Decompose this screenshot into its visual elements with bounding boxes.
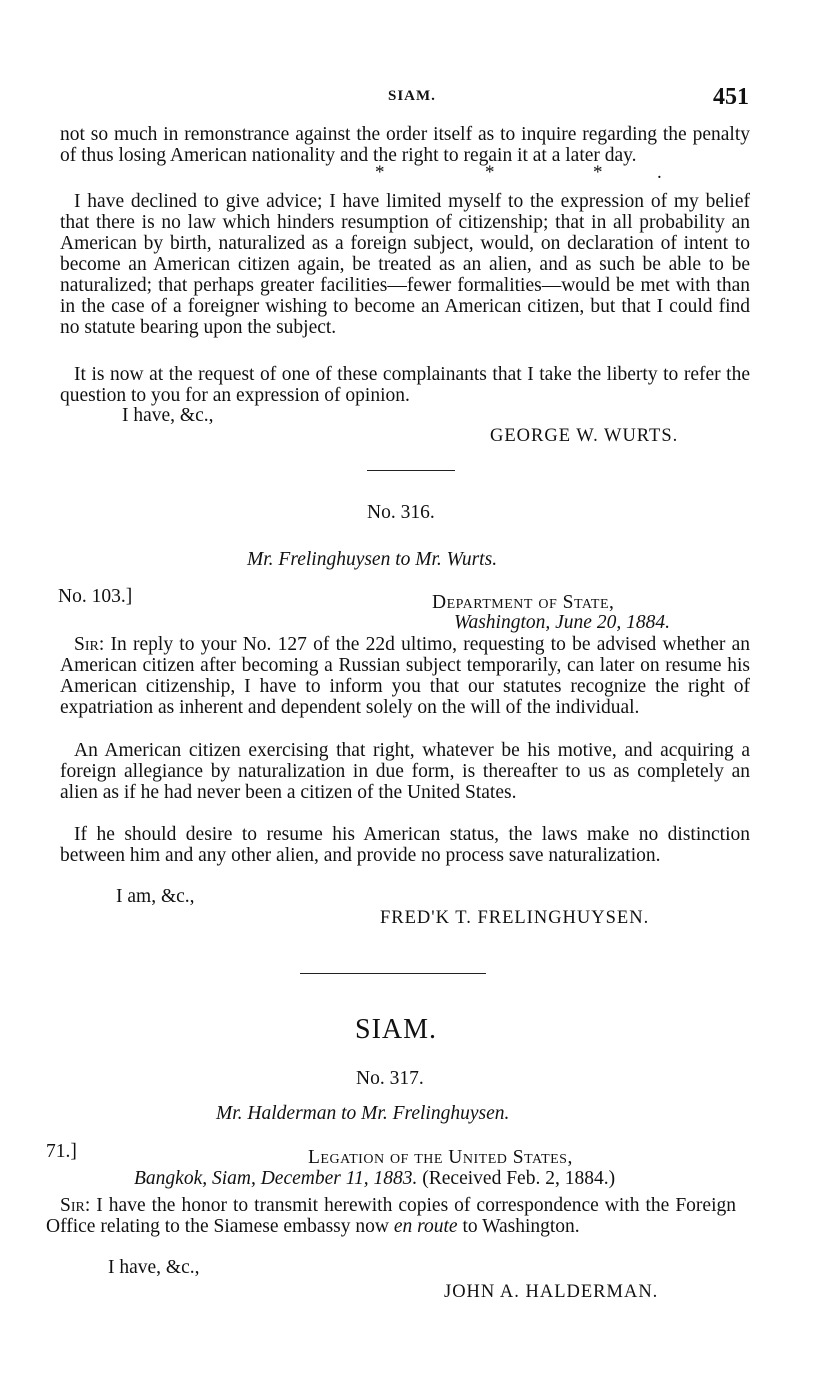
doc-317-reference: 71.] [46,1141,77,1162]
doc-316-closing: I am, &c., [116,886,195,907]
doc-317-title: Mr. Halderman to Mr. Frelinghuysen. [216,1103,510,1124]
paragraph-text: to Washington. [457,1216,580,1237]
asterisk: * [485,162,495,183]
letter-315-paragraph-2: I have declined to give advice; I have limited myself to the expression of my belief that there is no law which hinders resumption of citizenship; that in all probability an American by birth, naturalized as a foreign subject, would, on declaration of intent to become an American citizen again, be treated as an alien, and as such be able to be naturalized; that perhaps greater facilities—fewer formalities—would be met with than in the case of a foreigner wishing to become an American citizen, but that I could find no statute bearing upon the subject. [60,191,750,338]
letter-315-paragraph-3: It is now at the request of one of these complainants that I take the liberty to refer the question to you for an expression of opinion. [60,364,750,406]
section-divider [367,470,455,471]
paragraph-text: : I have the honor to transmit herewith copies of correspondence with the Foreign Office relating to the Siamese embassy now [46,1195,736,1237]
salutation: Sir [60,1195,85,1216]
doc-317-place-date: Bangkok, Siam, December 11, 1883. [134,1168,418,1189]
letter-315-signature: GEORGE W. WURTS. [490,426,679,446]
doc-316-paragraph-1 [60,634,750,718]
doc-317-number: No. 317. [356,1068,424,1089]
asterisk: * [593,162,603,183]
page-header [0,84,832,114]
doc-316-signature: FRED'K T. FRELINGHUYSEN. [380,908,650,928]
asterisk: . [657,162,662,183]
paragraph-text: : In reply to your No. 127 of the 22d ultimo, requesting to be advised whether an American citizen after becoming a Russian subject temporarily, can later on resume his American citizenship, I have to inform you that our statutes recognize the right of expatriation as inherent and dependent solely on the will of the individual. [60,634,750,718]
asterisk: * [375,162,385,183]
doc-316-paragraph-2: An American citizen exercising that right, whatever be his motive, and acquiring a foreign allegiance by naturalization in due form, is thereafter to us as completely an alien as if he had never been a citizen of the United States. [60,740,750,803]
doc-316-department: Department of State, [432,592,615,613]
doc-317-dateline [134,1168,615,1190]
section-divider [300,973,486,974]
section-heading: SIAM. [355,1014,438,1045]
doc-317-received: (Received Feb. 2, 1884.) [422,1168,616,1189]
doc-316-number: No. 316. [367,502,435,523]
salutation: Sir [74,634,99,655]
paragraph-italic-text: en route [393,1216,458,1237]
running-head: SIAM. [388,88,436,104]
doc-316-title: Mr. Frelinghuysen to Mr. Wurts. [247,549,498,570]
doc-317-legation: Legation of the United States, [308,1147,573,1168]
doc-317-signature: JOHN A. HALDERMAN. [444,1282,659,1302]
doc-316-paragraph-3: If he should desire to resume his American status, the laws make no distinction between him and any other alien, and provide no process save naturalization. [60,824,750,866]
doc-317-paragraph-1 [46,1195,736,1237]
doc-316-place-date: Washington, June 20, 1884. [454,612,670,633]
letter-315-paragraph-1: not so much in remonstrance against the order itself as to inquire regarding the penalty of thus losing American nationality and the right to regain it at a later day. [60,124,750,166]
letter-315-closing: I have, &c., [122,405,214,426]
page-number: 451 [713,84,749,110]
doc-316-reference: No. 103.] [58,586,133,607]
doc-317-closing: I have, &c., [108,1257,200,1278]
